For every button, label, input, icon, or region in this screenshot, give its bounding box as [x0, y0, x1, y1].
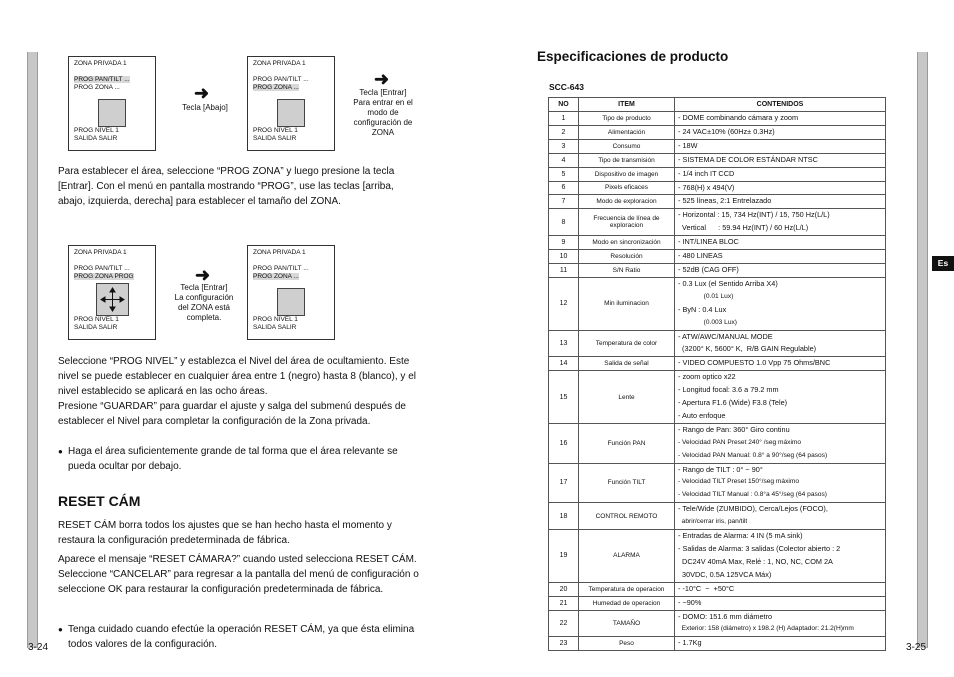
- row-no: 22: [549, 610, 579, 637]
- row-item: CONTROL REMOTO: [579, 503, 675, 530]
- page-number-right: 3-25: [906, 642, 927, 653]
- content-line: - Velocidad PAN Preset 240° /seg máximo: [678, 438, 802, 446]
- osd-row-pantilt: PROG PAN/TILT ...: [253, 265, 309, 272]
- content-line: - Entradas de Alarma: 4 IN (5 mA sink): [678, 531, 803, 541]
- privacy-zone-box: [96, 283, 129, 316]
- osd-row-salida: SALIDA SALIR: [74, 135, 118, 142]
- osd-row-nivel: PROG NIVEL 1: [74, 127, 119, 134]
- table-row: [549, 250, 886, 264]
- row-no: 1: [549, 112, 579, 126]
- content-line: - ByN : 0.4 Lux: [678, 304, 727, 314]
- osd-row-nivel: PROG NIVEL 1: [253, 127, 298, 134]
- content-line: - VIDEO COMPUESTO 1.0 Vpp 75 Ohms/BNC: [678, 358, 831, 368]
- move-arrows-icon: [97, 284, 128, 315]
- content-line: - Salidas de Alarma: 3 salidas (Colector abierto : 2: [678, 544, 841, 553]
- osd-row-salida: SALIDA SALIR: [253, 135, 297, 142]
- osd-row-zona: PROG ZONA ...: [74, 84, 120, 91]
- table-row: [549, 263, 886, 277]
- bullet-zone-size: ● Haga el área suficientemente grande de tal forma que el área relevante se pueda ocultar por debajo.: [58, 446, 398, 472]
- content-line: DC24V 40mA Max, Relé : 1, NO, NC, COM 2A: [678, 556, 833, 566]
- row-contenidos: [675, 503, 886, 530]
- table-row: [549, 330, 886, 357]
- content-line: - Horizontal : 15, 734 Hz(INT) / 15, 750 Hz(L/L): [678, 210, 830, 220]
- row-contenidos: [675, 463, 886, 503]
- row-no: 20: [549, 582, 579, 596]
- privacy-zone-box: [277, 99, 305, 127]
- content-line: - ~90%: [678, 597, 702, 607]
- header-contenidos: CONTENIDOS: [675, 98, 886, 112]
- content-line: 30VDC, 0.5A 125VCA Máx): [678, 569, 772, 579]
- row-contenidos: [675, 277, 886, 330]
- row-contenidos: [675, 637, 886, 651]
- row-no: 19: [549, 530, 579, 583]
- osd-title: ZONA PRIVADA 1: [253, 249, 306, 256]
- table-row: [549, 181, 886, 195]
- table-row: [549, 277, 886, 330]
- right-page-gutter: [917, 52, 928, 648]
- content-line: - zoom optico x22: [678, 372, 736, 382]
- osd-screen-zone-select: [68, 56, 156, 151]
- language-tab-es: Es: [932, 256, 954, 271]
- content-line: - 0.3 Lux (el Sentido Arriba X4): [678, 278, 778, 288]
- content-line: - 24 VAC±10% (60Hz± 0.3Hz): [678, 126, 775, 136]
- row-item: Consumo: [579, 139, 675, 153]
- caption-enter-key: Tecla [Entrar] Para entrar en el modo de configuración de ZONA: [353, 88, 413, 137]
- osd-row-nivel: PROG NIVEL 1: [74, 316, 119, 323]
- row-contenidos: [675, 250, 886, 264]
- row-contenidos: [675, 209, 886, 236]
- table-row: [549, 503, 886, 530]
- table-row: [549, 195, 886, 209]
- left-page-gutter: [27, 52, 38, 648]
- row-no: 2: [549, 125, 579, 139]
- page-number-left: 3-24: [28, 642, 49, 653]
- osd-row-pantilt: PROG PAN/TILT ...: [74, 76, 130, 83]
- row-item: Función PAN: [579, 423, 675, 463]
- row-no: 10: [549, 250, 579, 264]
- row-contenidos: [675, 582, 886, 596]
- content-line: - Velocidad TILT Preset 150°/seg máximo: [678, 478, 800, 486]
- row-item: Modo de exploracion: [579, 195, 675, 209]
- bullet-reset-warning: ● Tenga cuidado cuando efectúe la operación RESET CÁM, ya que ésta elimina todos valores de la configuración.: [58, 624, 415, 650]
- osd-row-pantilt: PROG PAN/TILT ...: [253, 76, 309, 83]
- content-line: (0.003 Lux): [678, 318, 738, 326]
- bullet-icon: ●: [58, 625, 63, 634]
- row-no: 12: [549, 277, 579, 330]
- row-contenidos: [675, 330, 886, 357]
- osd-row-zona: PROG ZONA ...: [253, 84, 299, 91]
- row-item: Temperatura de color: [579, 330, 675, 357]
- table-row: [549, 153, 886, 167]
- paragraph-reset-confirm: Aparece el mensaje “RESET CÁMARA?” cuando usted selecciona RESET CÁM. Seleccione “CANCELAR” para regresar a la pantalla del menú de configuración o seleccione OK para restaurar la configuración predeterminada de fábrica.: [58, 554, 419, 595]
- paragraph-set-level: Seleccione “PROG NIVEL” y establezca el Nivel del área de ocultamiento. Este nivel se puede establecer en cualquier área entre 1 (negro) hasta 8 (blanco), y el nivel establecido se aplicará en las ocho áreas. Presione “GUARDAR” para guardar el ajuste y salga del submenú después de establecer el Nivel para completar la configuración de la Zona privada.: [58, 356, 416, 427]
- content-line: - Velocidad TILT Manual : 0.8°a 45°/seg (64 pasos): [678, 491, 827, 499]
- table-row: [549, 112, 886, 126]
- content-line: - 1.7Kg: [678, 638, 702, 648]
- row-contenidos: [675, 530, 886, 583]
- row-contenidos: [675, 125, 886, 139]
- table-row: [549, 125, 886, 139]
- row-no: 17: [549, 463, 579, 503]
- table-row: [549, 423, 886, 463]
- table-row: [549, 209, 886, 236]
- row-item: Tipo de transmisión: [579, 153, 675, 167]
- content-line: Vertical : 59.94 Hz(INT) / 60 Hz(L/L): [678, 223, 809, 233]
- privacy-zone-box: [277, 288, 305, 316]
- row-item: Función TILT: [579, 463, 675, 503]
- osd-row-pantilt: PROG PAN/TILT ...: [74, 265, 130, 272]
- content-line: (3200° K, 5600° K, R/B GAIN Regulable): [678, 344, 817, 354]
- spec-table: [548, 97, 886, 651]
- content-line: - 18W: [678, 140, 698, 150]
- content-line: - 1/4 inch IT CCD: [678, 168, 735, 178]
- osd-row-zona: PROG ZONA PROG: [74, 273, 134, 280]
- table-row: [549, 236, 886, 250]
- content-line: - Tele/Wide (ZUMBIDO), Cerca/Lejos (FOCO),: [678, 504, 828, 514]
- row-contenidos: [675, 371, 886, 424]
- osd-screen-zone-done: [247, 245, 335, 340]
- row-item: Dispositivo de imagen: [579, 167, 675, 181]
- content-line: - INT/LINEA BLOC: [678, 237, 739, 247]
- row-item: Salida de señal: [579, 357, 675, 371]
- content-line: Exterior: 158 (diámetro) x 198.2 (H) Adaptador: 21.2(H)mm: [678, 625, 854, 633]
- privacy-zone-box: [98, 99, 126, 127]
- table-row: [549, 637, 886, 651]
- row-contenidos: [675, 423, 886, 463]
- row-item: Peso: [579, 637, 675, 651]
- bullet-icon: ●: [58, 447, 63, 456]
- caption-zone-complete: Tecla [Entrar] La configuración del ZONA está completa.: [174, 283, 234, 322]
- content-line: - Rango de TILT : 0° ~ 90°: [678, 464, 763, 474]
- right-arrow-icon: ➜: [195, 265, 211, 285]
- content-line: - DOME combinando cámara y zoom: [678, 113, 799, 122]
- reset-cam-heading: RESET CÁM: [58, 493, 141, 509]
- content-line: - -10°C ~ +50°C: [678, 583, 735, 593]
- row-contenidos: [675, 195, 886, 209]
- table-row: [549, 610, 886, 637]
- row-item: ALARMA: [579, 530, 675, 583]
- paragraph-reset-desc: RESET CÁM borra todos los ajustes que se han hecho hasta el momento y restaura la configuración predeterminada de fábrica.: [58, 520, 392, 546]
- row-item: Pixels eficaces: [579, 181, 675, 195]
- content-line: - 52dB (CAG OFF): [678, 264, 739, 274]
- row-item: Min iluminacion: [579, 277, 675, 330]
- row-no: 7: [549, 195, 579, 209]
- osd-screen-zone-enter: [247, 56, 335, 151]
- content-line: - Rango de Pan: 360° Giro continu: [678, 424, 790, 434]
- row-no: 11: [549, 263, 579, 277]
- content-line: - 768(H) x 494(V): [678, 182, 735, 192]
- row-contenidos: [675, 153, 886, 167]
- row-item: Frecuencia de línea de exploracion: [579, 209, 675, 236]
- table-row: [549, 357, 886, 371]
- content-line: (0.01 Lux): [678, 292, 734, 300]
- row-no: 3: [549, 139, 579, 153]
- row-no: 15: [549, 371, 579, 424]
- row-item: Tipo de producto: [579, 112, 675, 126]
- row-contenidos: [675, 167, 886, 181]
- table-row: [549, 139, 886, 153]
- right-arrow-icon: ➜: [374, 69, 390, 89]
- row-no: 14: [549, 357, 579, 371]
- table-row: [549, 371, 886, 424]
- spec-heading: Especificaciones de producto: [537, 49, 729, 64]
- osd-title: ZONA PRIVADA 1: [253, 60, 306, 67]
- row-item: Resolución: [579, 250, 675, 264]
- row-item: TAMAÑO: [579, 610, 675, 637]
- right-arrow-icon: ➜: [194, 83, 210, 103]
- content-line: - ATW/AWC/MANUAL MODE: [678, 331, 773, 341]
- row-item: Humedad de operacion: [579, 596, 675, 610]
- caption-down-key: Tecla [Abajo]: [182, 103, 228, 112]
- row-no: 4: [549, 153, 579, 167]
- content-line: - Apertura F1.6 (Wide) F3.8 (Tele): [678, 398, 788, 408]
- row-item: Alimentación: [579, 125, 675, 139]
- row-no: 9: [549, 236, 579, 250]
- row-item: Lente: [579, 371, 675, 424]
- content-line: - Auto enfoque: [678, 410, 726, 420]
- content-line: - SISTEMA DE COLOR ESTÁNDAR NTSC: [678, 154, 818, 164]
- paragraph-set-zone: Para establecer el área, seleccione “PROG ZONA” y luego presione la tecla [Entrar]. Con el menú en pantalla mostrando “PROG”, use las teclas [arriba, abajo, izquierda, derecha] para establecer el tamaño del ZONA.: [58, 166, 395, 207]
- osd-row-nivel: PROG NIVEL 1: [253, 316, 298, 323]
- row-contenidos: [675, 181, 886, 195]
- content-line: - DOMO: 151.6 mm diámetro: [678, 611, 773, 621]
- row-contenidos: [675, 596, 886, 610]
- row-no: 5: [549, 167, 579, 181]
- row-contenidos: [675, 236, 886, 250]
- row-item: S/N Ratio: [579, 263, 675, 277]
- table-row: [549, 530, 886, 583]
- content-line: - Velocidad PAN Manual: 0.8° a 90°/seg (64 pasos): [678, 451, 828, 459]
- content-line: - 525 líneas, 2:1 Entrelazado: [678, 196, 772, 206]
- row-contenidos: [675, 139, 886, 153]
- table-row: [549, 596, 886, 610]
- table-row: [549, 582, 886, 596]
- row-no: 8: [549, 209, 579, 236]
- header-item: ITEM: [579, 98, 675, 112]
- row-contenidos: [675, 112, 886, 126]
- osd-title: ZONA PRIVADA 1: [74, 60, 127, 67]
- content-line: - 480 LINEAS: [678, 251, 723, 261]
- row-no: 13: [549, 330, 579, 357]
- osd-row-salida: SALIDA SALIR: [253, 324, 297, 331]
- row-item: Temperatura de operacion: [579, 582, 675, 596]
- row-contenidos: [675, 610, 886, 637]
- row-no: 23: [549, 637, 579, 651]
- osd-title: ZONA PRIVADA 1: [74, 249, 127, 256]
- row-no: 21: [549, 596, 579, 610]
- model-label: SCC-643: [549, 82, 584, 92]
- content-line: abrir/cerrar iris, pan/tilt: [678, 518, 748, 526]
- row-no: 16: [549, 423, 579, 463]
- row-no: 6: [549, 181, 579, 195]
- osd-row-zona: PROG ZONA ...: [253, 273, 299, 280]
- row-contenidos: [675, 357, 886, 371]
- row-item: Modo en sincronización: [579, 236, 675, 250]
- row-contenidos: [675, 263, 886, 277]
- content-line: - Longitud focal: 3.6 a 79.2 mm: [678, 385, 779, 395]
- row-no: 18: [549, 503, 579, 530]
- table-row: [549, 463, 886, 503]
- header-no: NO: [549, 98, 579, 112]
- osd-row-salida: SALIDA SALIR: [74, 324, 118, 331]
- table-header: [549, 98, 886, 112]
- table-row: [549, 167, 886, 181]
- osd-screen-zone-adjust: [68, 245, 156, 340]
